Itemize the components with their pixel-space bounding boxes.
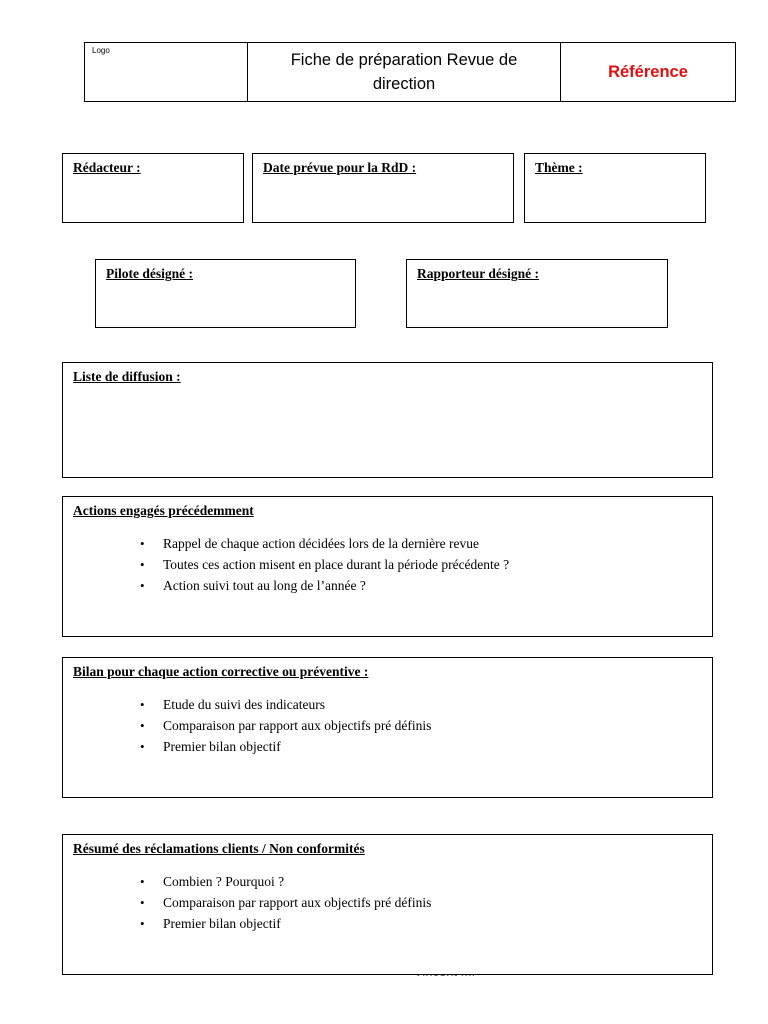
liste-diffusion-field[interactable] [62,362,713,478]
list-item: • Premier bilan objectif [163,913,431,934]
date-prevue-label: Date prévue pour la RdD : [263,160,417,175]
theme-label: Thème : [535,160,583,175]
bullet-list [163,694,431,757]
section-title: Actions engagés précédemment [73,503,254,518]
bullet-list [163,871,431,934]
redacteur-label: Rédacteur : [73,160,141,175]
list-item: • Rappel de chaque action décidées lors de la dernière revue [163,533,509,554]
redacteur-field[interactable] [62,153,244,223]
logo-label: Logo [92,46,110,55]
section-title: Bilan pour chaque action corrective ou préventive : [73,664,369,679]
date-prevue-field[interactable] [252,153,514,223]
rapporteur-label: Rapporteur désigné : [417,266,540,281]
list-item: • Etude du suivi des indicateurs [163,694,431,715]
logo-cell [85,43,248,101]
pilote-label: Pilote désigné : [106,266,193,281]
rapporteur-field[interactable] [406,259,668,328]
liste-diffusion-label: Liste de diffusion : [73,369,181,384]
bullet-list [163,533,509,596]
section-title: Résumé des réclamations clients / Non conformités [73,841,365,856]
reference-label: Référence [608,62,688,81]
list-item: • Toutes ces action misent en place durant la période précédente ? [163,554,509,575]
header-table [84,42,736,102]
list-item: • Premier bilan objectif [163,736,431,757]
section-actions-engages [62,496,713,637]
list-item: • Action suivi tout au long de l’année ? [163,575,509,596]
list-item: • Comparaison par rapport aux objectifs pré définis [163,715,431,736]
document-title: Fiche de préparation Revue de direction [248,43,561,101]
section-bilan [62,657,713,798]
theme-field[interactable] [524,153,706,223]
section-reclamations [62,834,713,975]
list-item: • Comparaison par rapport aux objectifs pré définis [163,892,431,913]
list-item: • Combien ? Pourquoi ? [163,871,431,892]
pilote-field[interactable] [95,259,356,328]
